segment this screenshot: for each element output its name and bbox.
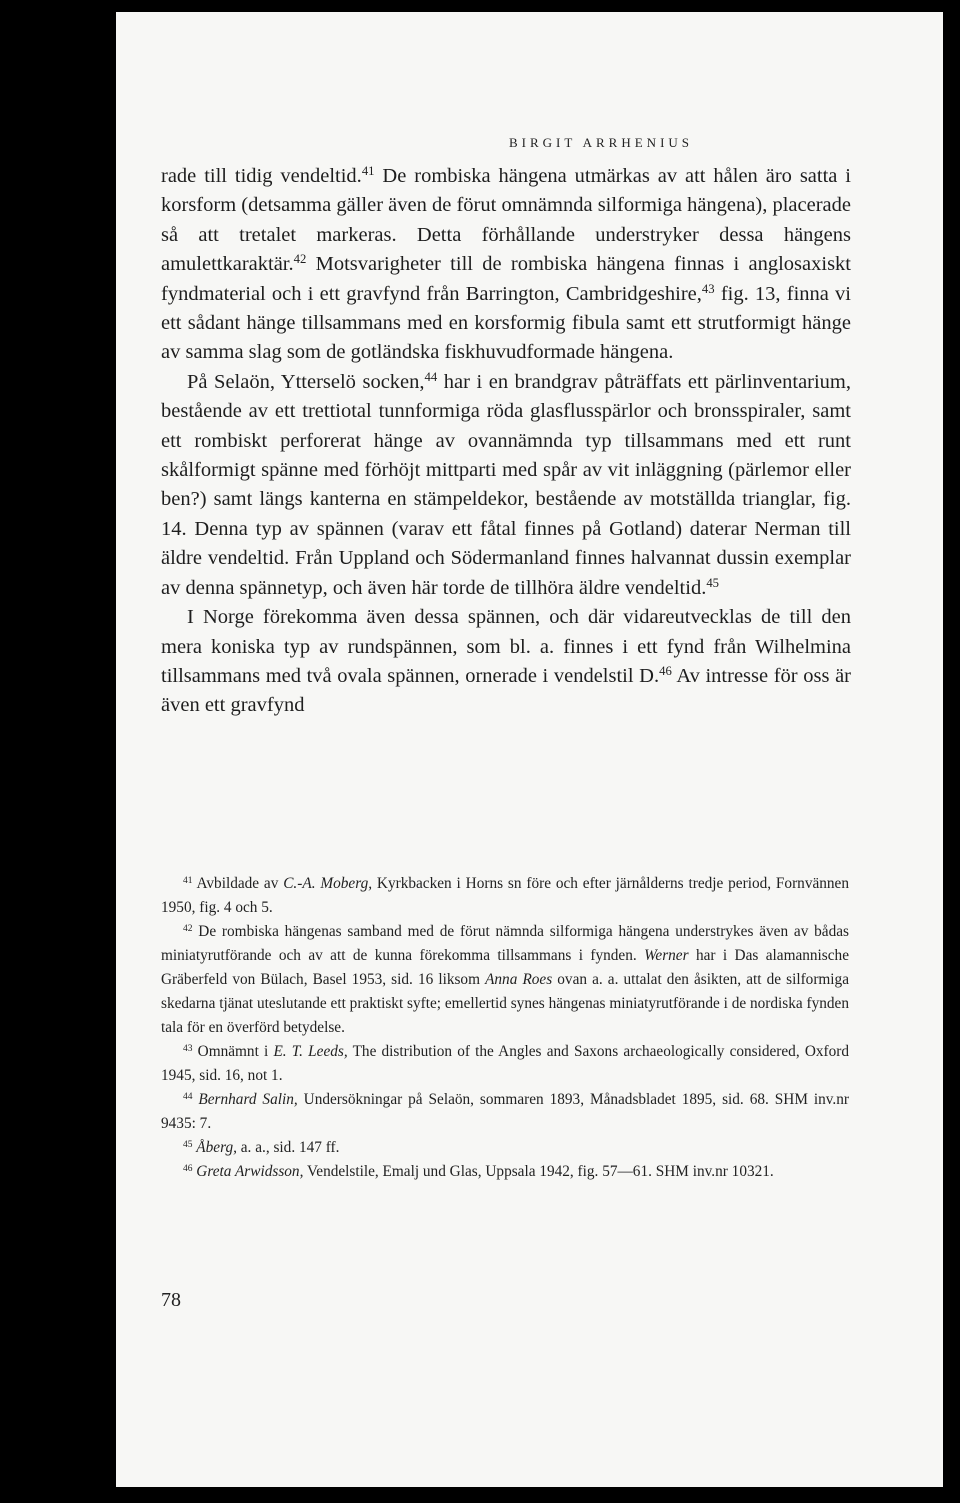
text-run: The distribution of the Angles and Saxons archaeologically considered, Oxford 1945, sid. 16, not 1. xyxy=(161,1043,850,1084)
text-run: De rombiska hängenas samband med de förut nämnda silformiga hängena understrykes även av bådas miniatyrutförande och av att de kunna förekomma tillsammans i fynden. xyxy=(161,923,849,964)
footnote xyxy=(161,920,849,1040)
text-run: Omnämnt i xyxy=(192,1043,274,1060)
text-run: har i Das alamannische Gräberfeld von Bülach, Basel 1953, sid. 16 liksom xyxy=(161,947,849,988)
footnote xyxy=(161,1088,849,1136)
body-paragraph xyxy=(161,368,851,603)
footnote-ref: 43 xyxy=(183,1043,193,1054)
book-page xyxy=(116,12,943,1487)
footnote xyxy=(161,1136,849,1160)
body-paragraph xyxy=(161,603,851,721)
text-run: ovan a. a. uttalat den åsikten, att de silformiga skedarna tjänat uteslutande ett praktiskt syfte; emellertid synes hängenas miniatyrutförande i de nordiska fynden tala för en överförd betydelse. xyxy=(161,971,849,1036)
text-run: Kyrkbacken i Horns sn före och efter järnålderns tredje period, Fornvännen 1950, fig. 4 och 5. xyxy=(161,875,849,916)
page-number: 78 xyxy=(161,1289,181,1311)
footnote-ref: 41 xyxy=(361,164,375,179)
footnote-ref: 43 xyxy=(701,281,715,296)
footnote-ref: 46 xyxy=(659,663,672,678)
text-run: De rombiska hängena utmärkas av att hålen äro satta i korsform (detsamma gäller även de förut omnämnda silformiga hängena), placerade så att tretalet markeras. Detta förhållande understryker dessa hängens amulettkaraktär. xyxy=(161,165,851,276)
footnote-ref: 46 xyxy=(183,1163,193,1174)
text-run: Vendelstile, Emalj und Glas, Uppsala 1942, fig. 57—61. SHM inv.nr 10321. xyxy=(303,1163,774,1180)
footnote-ref: 41 xyxy=(183,875,193,886)
text-run: a. a., sid. 147 ff. xyxy=(236,1139,340,1156)
text-run: I Norge förekomma även dessa spännen, och där vidareutvecklas de till den mera koniska typ av rundspännen, som bl. a. finnes i ett fynd från Wilhelmina tillsammans med två ovala spännen, ornerade i vendelstil D. xyxy=(161,606,851,687)
italic-text: C.-A. Moberg, xyxy=(283,875,373,892)
text-run: Avbildade av xyxy=(192,875,284,892)
text-run: Motsvarigheter till de rombiska hängena finnas i anglosaxiskt fyndmaterial och i ett gravfynd från Barrington, Cambridgeshire, xyxy=(161,253,851,305)
footnote-ref: 45 xyxy=(706,575,720,590)
italic-text: Åberg, xyxy=(196,1139,237,1156)
footnote xyxy=(161,1040,849,1088)
text-run: Undersökningar på Selaön, sommaren 1893, Månadsbladet 1895, sid. 68. SHM inv.nr 9435: 7. xyxy=(161,1091,849,1132)
text-run: fig. 13, finna vi ett sådant hänge tillsammans med en korsformig fibula samt ett strutformigt hänge av samma slag som de gotländska fiskhuvudformade hängena. xyxy=(161,282,852,364)
footnote-ref: 45 xyxy=(183,1139,193,1150)
text-run: På Selaön, Ytterselö socken, xyxy=(187,370,425,393)
body-paragraph xyxy=(161,162,851,368)
text-run: har i en brandgrav påträffats ett pärlinventarium, bestående av ett trettiotal tunnformiga röda glasflusspärlor och bronsspiraler, samt ett rombiskt perforerat hänge av ovannämnda typ tillsammans med ett runt skålformigt spänne med förhöjt mittparti med spår av vit inläggning (pärlemor eller ben?) samt längs kanterna en stämpeldekor, bestående av motställda trianglar, fig. 14. Denna typ av spännen (varav ett fåtal finnes på Gotland) daterar Nerman till äldre vendeltid. Från Uppland och Södermanland finnes halvannat dussin exemplar av denna spännetyp, och även här torde de tillhöra äldre vendeltid. xyxy=(161,370,852,599)
text-run: Av intresse för oss är även ett gravfynd xyxy=(161,664,851,717)
footnotes xyxy=(161,872,849,1184)
text-run: rade till tidig vendeltid. xyxy=(161,165,362,187)
footnote-ref: 44 xyxy=(424,369,438,384)
footnote xyxy=(161,872,849,920)
italic-text: Greta Arwidsson, xyxy=(196,1163,304,1180)
italic-text: E. T. Leeds, xyxy=(273,1043,348,1060)
italic-text: Werner xyxy=(644,947,689,964)
running-header: BIRGIT ARRHENIUS xyxy=(509,135,694,150)
body-text xyxy=(161,162,851,721)
italic-text: Anna Roes xyxy=(485,971,553,988)
footnote-ref: 42 xyxy=(183,923,193,934)
footnote-ref: 44 xyxy=(183,1091,193,1102)
italic-text: Bernhard Salin, xyxy=(198,1091,298,1108)
footnote xyxy=(161,1160,849,1184)
footnote-ref: 42 xyxy=(293,252,307,267)
